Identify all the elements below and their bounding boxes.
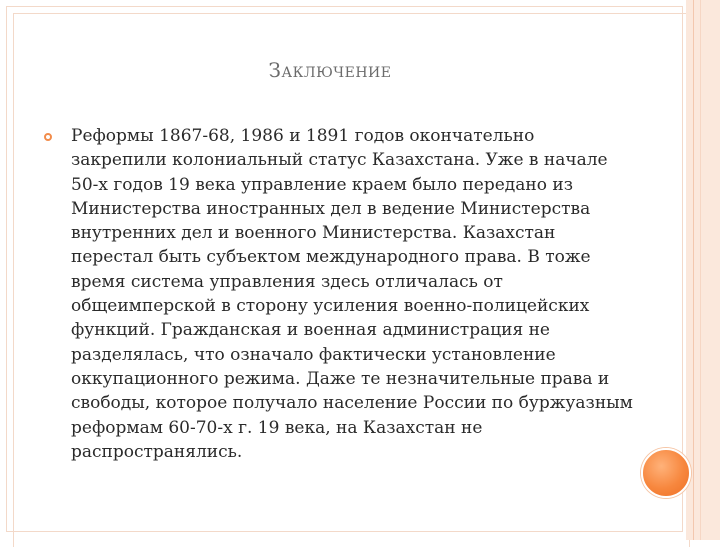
body-text-line: реформам 60-70-х г. 19 века, на Казахстан не: [71, 417, 483, 438]
orange-circle-decoration-icon: [641, 448, 691, 498]
right-accent-line: [700, 0, 701, 540]
body-text-line: разделялась, что означало фактически установление: [71, 344, 556, 365]
body-text-line: Министерства иностранных дел в ведение Министерства: [71, 198, 591, 219]
body-text-line: внутренних дел и военного Министерства. Казахстан: [71, 223, 556, 244]
body-text-line: функций. Гражданская и военная администрация не: [71, 320, 550, 341]
body-text-line: перестал быть субъектом международного права. В тоже: [71, 247, 591, 268]
body-text-line: время система управления здесь отличалась от: [71, 271, 503, 292]
slide-body-text: [71, 124, 671, 464]
bullet-ring-icon: [44, 133, 52, 141]
right-accent-band: [686, 0, 720, 540]
body-text-line: оккупационного режима. Даже те незначительные права и: [71, 368, 610, 389]
right-accent-line: [693, 0, 694, 540]
body-text-line: закрепили колониальный статус Казахстана. Уже в начале: [71, 150, 608, 171]
body-text-line: распространялись.: [71, 441, 243, 462]
body-text-line: общеимперской в сторону усиления военно-полицейских: [71, 296, 590, 317]
body-text-line: свободы, которое получало население России по буржуазным: [71, 393, 633, 414]
body-text-line: Реформы 1867-68, 1986 и 1891 годов окончательно: [71, 126, 535, 146]
slide-title: Заключение: [268, 58, 392, 82]
body-text-line: 50-х годов 19 века управление краем было передано из: [71, 174, 573, 195]
